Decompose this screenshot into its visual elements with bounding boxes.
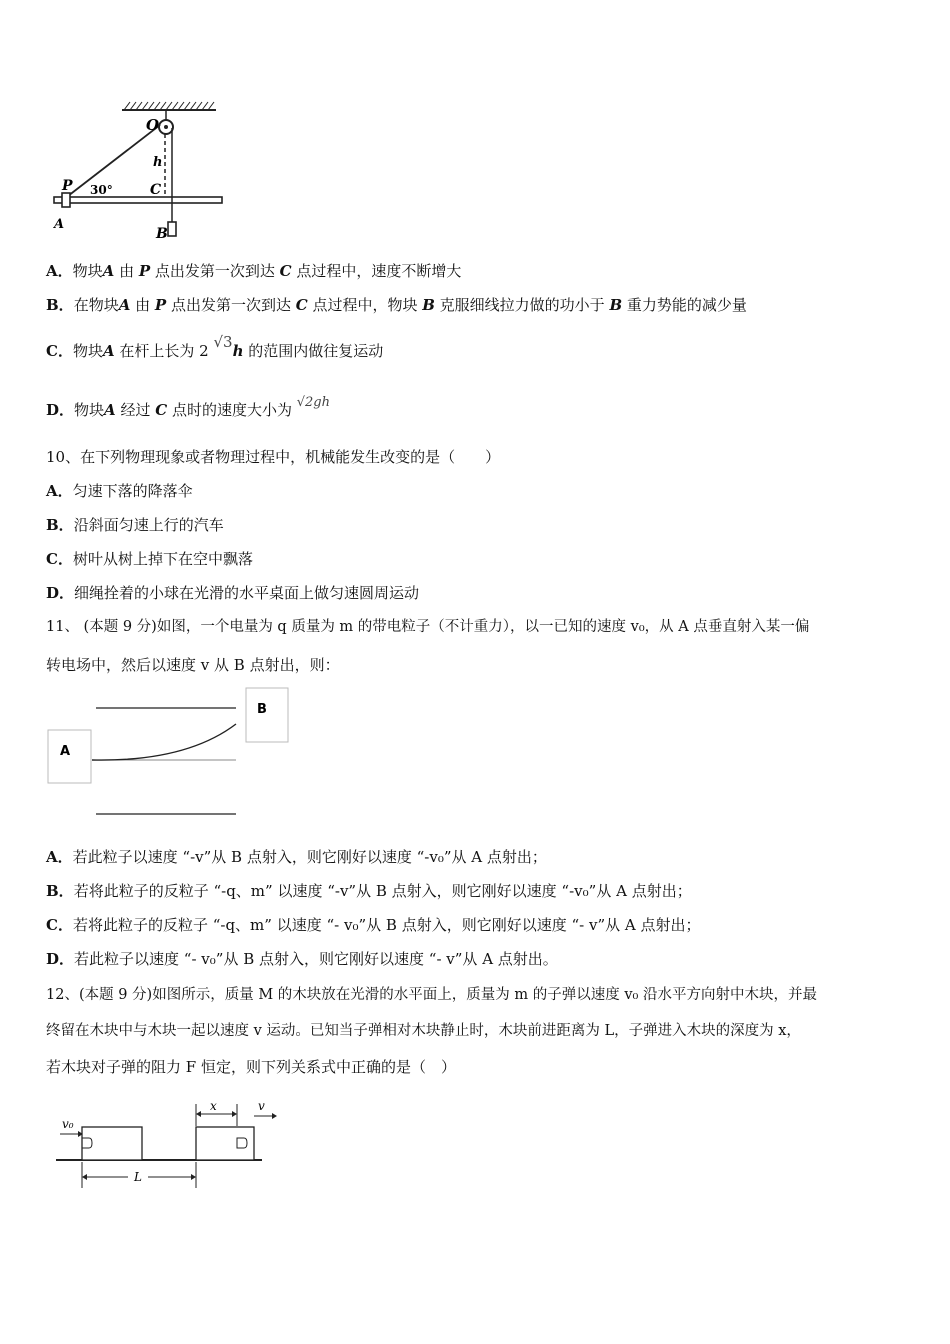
q9-option-c: C．物块A 在杆上长为 2 √3h 的范围内做往复运动	[46, 333, 384, 360]
label-o: O	[146, 116, 160, 134]
fig-v0-label: v₀	[62, 1117, 74, 1131]
q12-line2: 终留在木块中与木块一起以速度 v 运动。已知当子弹相对木块静止时，木块前进距离为 L，子弹进入木块的深度为 x，	[46, 1023, 801, 1039]
fig-a-label: A	[60, 744, 71, 759]
label-angle: 30°	[90, 183, 113, 197]
q10-option-d: D．细绳拴着的小球在光滑的水平桌面上做匀速圆周运动	[46, 584, 420, 602]
q11-option-d: D．若此粒子以速度 “- v₀”从 B 点射入，则它刚好以速度 “- v”从 A 点射出。	[46, 950, 558, 968]
q11-figure	[46, 686, 296, 820]
label-a: A	[54, 217, 65, 232]
q11-option-c: C．若将此粒子的反粒子 “-q、m” 以速度 “- v₀”从 B 点射入，则它刚好以速度 “- v”从 A 点射出；	[46, 916, 701, 934]
label-p: P	[62, 178, 73, 194]
q10-option-c: C．树叶从树上掉下在空中飘落	[46, 550, 253, 568]
q12-line3: 若木块对子弹的阻力 F 恒定，则下列关系式中正确的是（ ）	[46, 1058, 456, 1076]
fig-l-label: L	[134, 1170, 142, 1184]
q9-option-a: A．物块A 由 P 点出发第一次到达 C 点过程中，速度不断增大	[46, 262, 462, 280]
label-c: C	[150, 182, 162, 198]
q9-option-b: B．在物块A 由 P 点出发第一次到达 C 点过程中，物块 B 克服细线拉力做的功小于 B 重力势能的减少量	[46, 296, 747, 314]
fig-b-label: B	[257, 702, 267, 717]
q12-line1: 12、(本题 9 分)如图所示，质量 M 的木块放在光滑的水平面上，质量为 m 的子弹以速度 v₀ 沿水平方向射中木块，并最	[46, 987, 817, 1003]
sqrt3: √3	[213, 333, 233, 351]
q10-stem: 10、在下列物理现象或者物理过程中，机械能发生改变的是（ ）	[46, 448, 501, 466]
fig-v-label: v	[258, 1099, 265, 1113]
fig-x-label: x	[210, 1099, 217, 1113]
q10-option-b: B．沿斜面匀速上行的汽车	[46, 516, 224, 534]
q10-option-a: A．匀速下落的降落伞	[46, 482, 193, 500]
q11-stem-line2: 转电场中，然后以速度 v 从 B 点射出，则：	[46, 656, 340, 674]
q9-option-d: D．物块A 经过 C 点时的速度大小为 √2gh	[46, 395, 330, 419]
label-h: h	[153, 155, 163, 170]
sqrt-2gh: √2gh	[296, 395, 330, 410]
q12-figure	[52, 1096, 292, 1192]
q11-option-b: B．若将此粒子的反粒子 “-q、m” 以速度 “-v”从 B 点射入，则它刚好以速度 “-v₀”从 A 点射出；	[46, 882, 692, 900]
q11-option-a: A．若此粒子以速度 “-v”从 B 点射入，则它刚好以速度 “-v₀”从 A 点射出；	[46, 848, 547, 866]
label-b: B	[156, 226, 168, 240]
q9-figure	[46, 98, 236, 240]
q11-stem-line1: 11、 (本题 9 分)如图，一个电量为 q 质量为 m 的带电粒子（不计重力），以一已知的速度 v₀，从 A 点垂直射入某一偏	[46, 619, 810, 635]
